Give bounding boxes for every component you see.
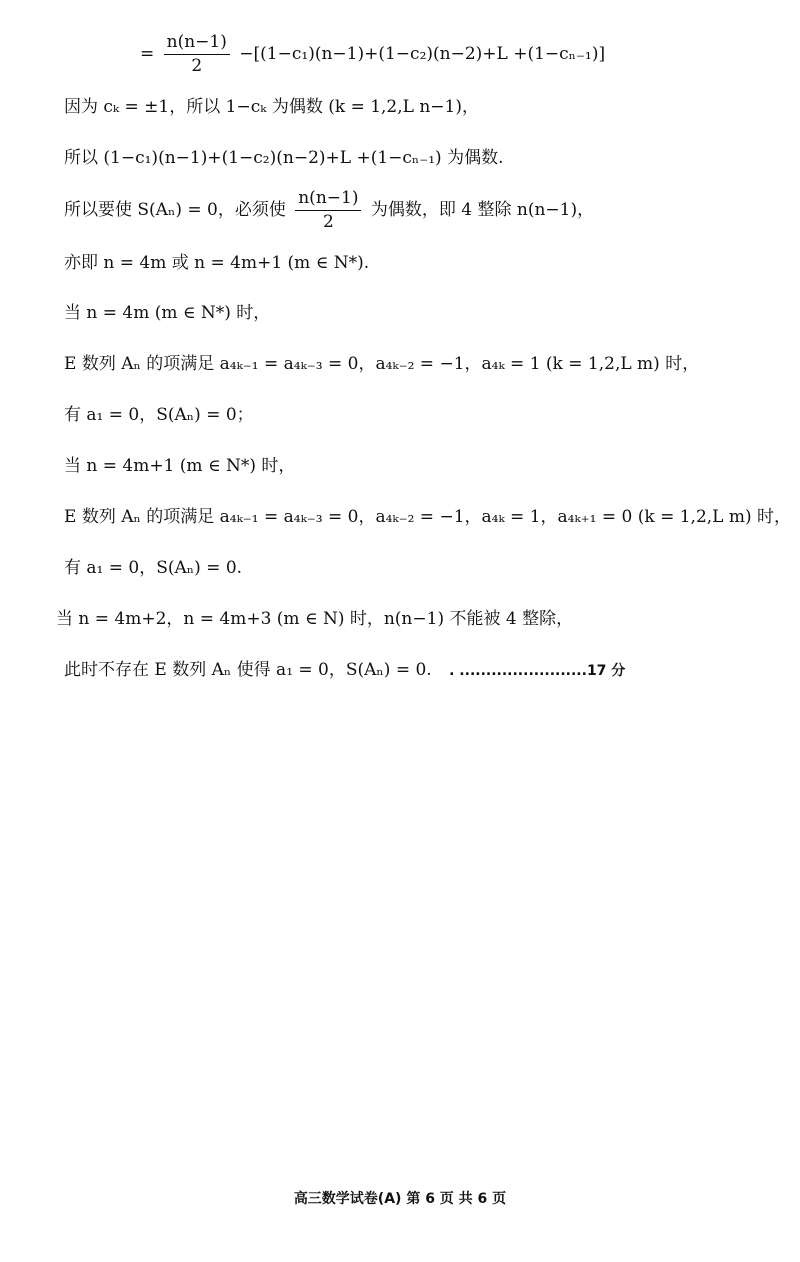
- text-line-4: [64, 190, 594, 231]
- fraction-numerator: n(n−1): [164, 34, 230, 55]
- text-line-2: 因为 cₖ = ±1，所以 1−cₖ 为偶数 (k = 1,2,L n−1)，: [64, 97, 479, 117]
- fraction-denominator: 2: [322, 212, 334, 232]
- text-line-11: 有 a₁ = 0，S(Aₙ) = 0.: [64, 558, 243, 578]
- fraction: [164, 34, 230, 75]
- text-line-9: 当 n = 4m+1 (m ∈ N*) 时，: [64, 456, 296, 476]
- line-4-suffix: 为偶数，即 4 整除 n(n−1)，: [370, 200, 595, 220]
- formula-prefix: =: [140, 44, 155, 64]
- page-footer: 高三数学试卷(A) 第 6 页 共 6 页: [293, 1191, 507, 1207]
- text-line-3: 所以 (1−c₁)(n−1)+(1−c₂)(n−2)+L +(1−cₙ₋₁) 为偶数.: [64, 148, 504, 168]
- fraction-denominator: 2: [191, 56, 203, 76]
- text-line-5: 亦即 n = 4m 或 n = 4m+1 (m ∈ N*).: [64, 253, 370, 273]
- text-line-10: E 数列 Aₙ 的项满足 a₄ₖ₋₁ = a₄ₖ₋₃ = 0，a₄ₖ₋₂ = −1，a₄ₖ = 1，a₄ₖ₊₁ = 0 (k = 1,2,L m) 时，: [64, 507, 792, 527]
- formula-line-1: [140, 34, 605, 75]
- formula-rest: −[(1−c₁)(n−1)+(1−c₂)(n−2)+L +(1−cₙ₋₁)]: [239, 44, 606, 64]
- text-line-8: 有 a₁ = 0，S(Aₙ) = 0；: [64, 405, 254, 425]
- text-line-13: [64, 662, 625, 679]
- text-line-7: E 数列 Aₙ 的项满足 a₄ₖ₋₁ = a₄ₖ₋₃ = 0，a₄ₖ₋₂ = −1，a₄ₖ = 1 (k = 1,2,L m) 时，: [64, 354, 700, 374]
- text-line-6: 当 n = 4m (m ∈ N*) 时，: [64, 303, 271, 323]
- line-4-prefix: 所以要使 S(Aₙ) = 0，必须使: [64, 200, 286, 220]
- text-line-12: 当 n = 4m+2，n = 4m+3 (m ∈ N) 时，n(n−1) 不能被 4 整除，: [56, 609, 574, 629]
- score-marker: . ........................17 分: [449, 663, 626, 679]
- line-13-text: 此时不存在 E 数列 Aₙ 使得 a₁ = 0，S(Aₙ) = 0.: [64, 660, 432, 680]
- fraction: [295, 190, 361, 231]
- fraction-numerator: n(n−1): [295, 190, 361, 211]
